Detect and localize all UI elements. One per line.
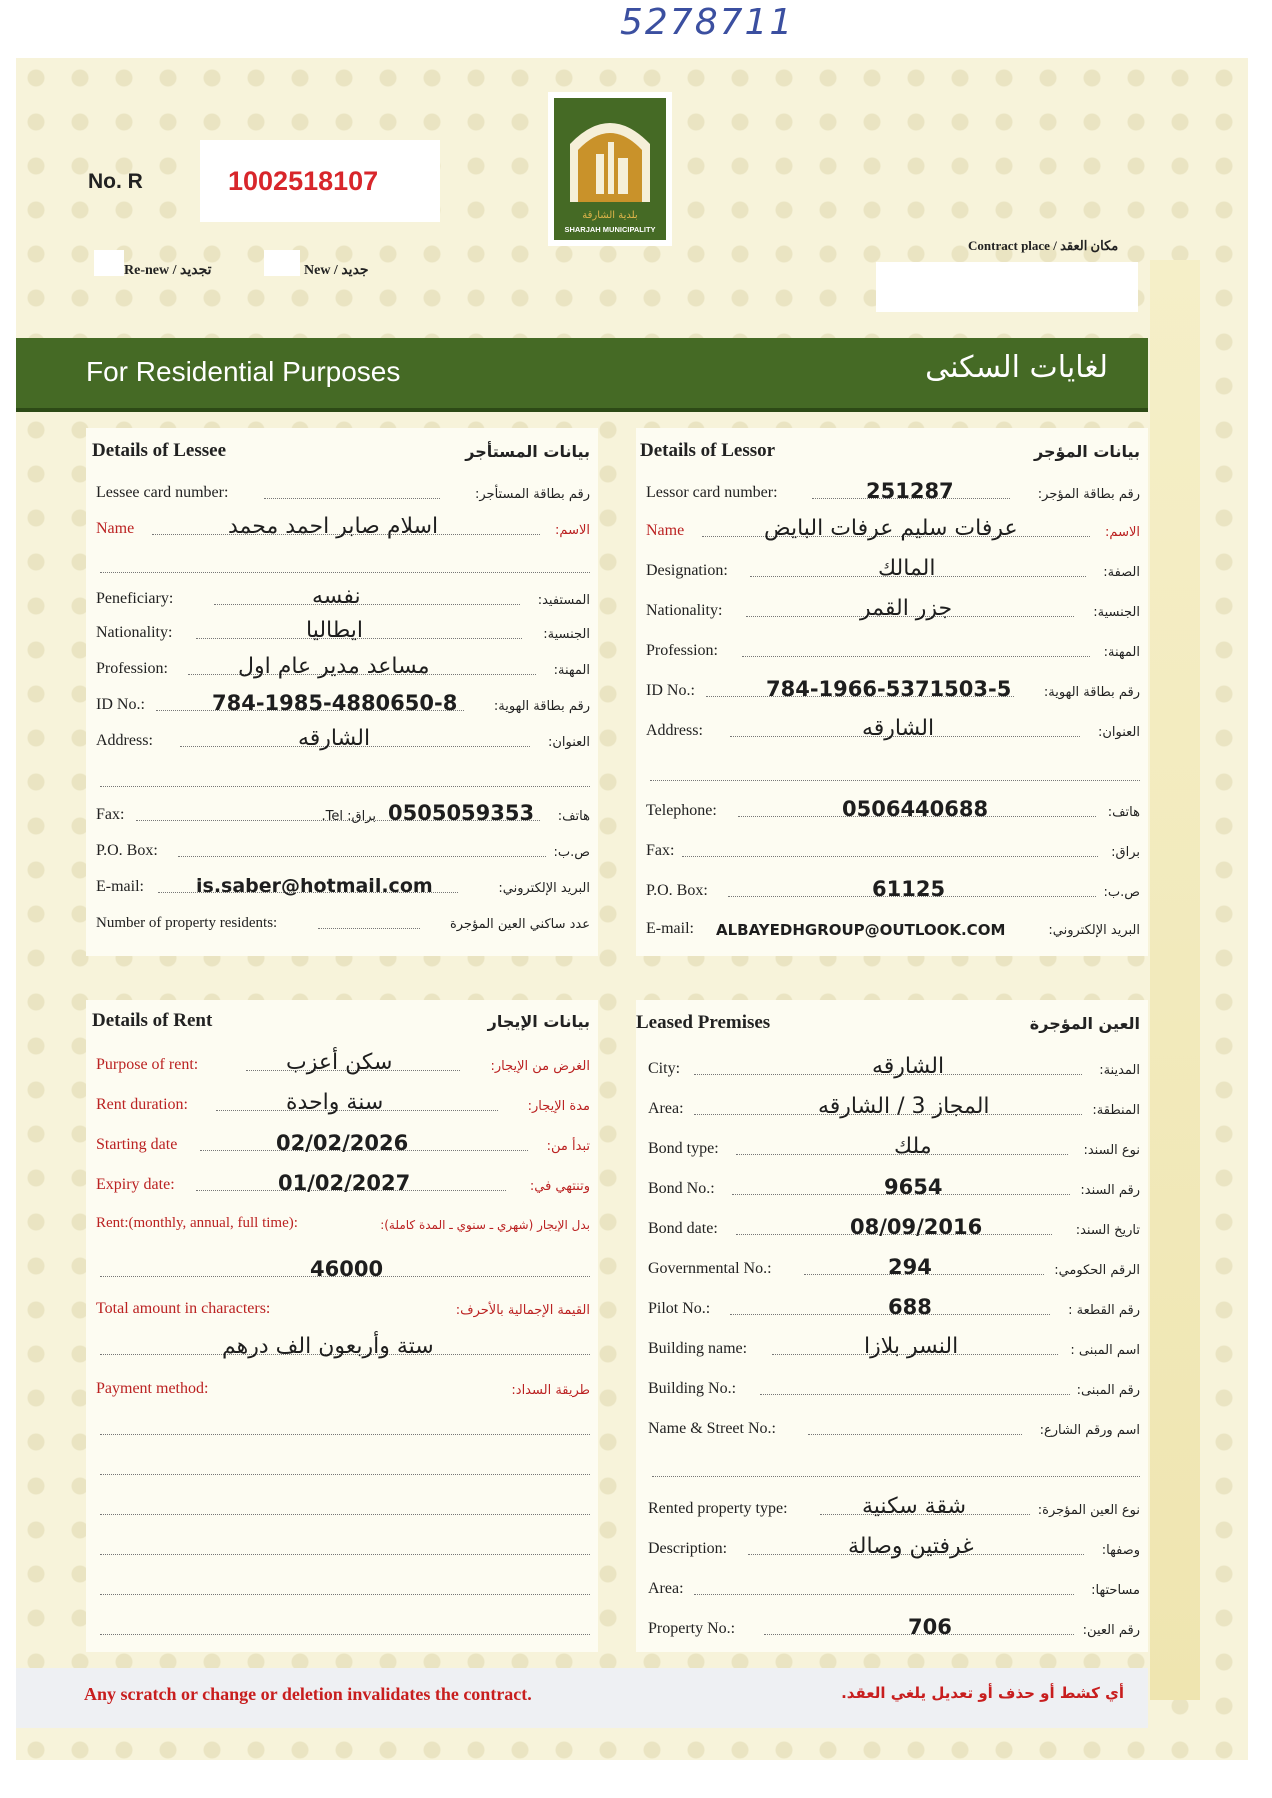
field-label-en: Purpose of rent: <box>96 1056 199 1073</box>
field-label-ar: هاتف: <box>557 809 590 824</box>
field-label-en: Area: <box>648 1100 684 1117</box>
lessee-tel-label: براق: Tel. <box>321 809 376 824</box>
field-label-en: P.O. Box: <box>96 842 158 859</box>
field-label-en: Description: <box>648 1540 728 1557</box>
contract-number-value: 1002518107 <box>228 166 379 196</box>
premises-pilot-no-row[interactable] <box>648 1294 1140 1322</box>
lessee-pobox-row[interactable] <box>96 836 590 864</box>
rent-duration-row[interactable] <box>96 1090 590 1118</box>
lessee-card-number-row[interactable] <box>96 478 590 506</box>
field-label-ar: اسم ورقم الشارع: <box>1039 1423 1140 1438</box>
field-label-ar: الجنسية: <box>543 627 590 642</box>
field-label-en: Rent duration: <box>96 1096 188 1113</box>
field-label-ar: الغرض من الإيجار: <box>490 1059 590 1074</box>
field-label-en: Peneficiary: <box>96 590 174 607</box>
field-label-ar: رقم بطاقة المستأجر: <box>475 487 590 502</box>
field-label-en: Starting date <box>96 1136 178 1153</box>
field-label-ar: نوع السند: <box>1083 1143 1140 1158</box>
rent-title-en: Details of Rent <box>92 1010 213 1031</box>
premises-building-name-row[interactable] <box>648 1334 1140 1362</box>
field-label-en: ID No.: <box>96 696 145 713</box>
dotted-line <box>100 1554 590 1555</box>
field-label-ar: عدد ساكني العين المؤجرة <box>449 917 590 932</box>
lessor-profession-row[interactable] <box>646 636 1140 664</box>
lessee-beneficiary-value: نفسه <box>312 584 361 609</box>
lessor-email-row[interactable] <box>646 914 1140 942</box>
lessor-email-value: ALBAYEDHGROUP@OUTLOOK.COM <box>716 921 1006 939</box>
field-label-ar: براق: <box>1111 845 1140 860</box>
dotted-line <box>100 1594 590 1595</box>
lessor-fax-row[interactable] <box>646 836 1140 864</box>
warning-text-ar: أي كشط أو حذف أو تعديل يلغي العقد. <box>841 1684 1124 1702</box>
field-label-en: Payment method: <box>96 1380 209 1397</box>
field-label-ar: الاسم: <box>1105 525 1140 540</box>
dotted-line <box>100 572 590 573</box>
field-label-ar: الاسم: <box>555 523 590 538</box>
field-label-ar: المهنة: <box>553 663 590 678</box>
premises-bond-type-row[interactable] <box>648 1134 1140 1162</box>
premises-area-row[interactable] <box>648 1094 1140 1122</box>
logo-english-text: SHARJAH MUNICIPALITY <box>564 225 656 234</box>
rent-title-ar: بيانات الإيجار <box>487 1012 590 1031</box>
field-label-ar: رقم العين: <box>1082 1623 1140 1638</box>
lessee-title-ar: بيانات المستأجر <box>465 442 590 461</box>
field-label-en: Total amount in characters: <box>96 1300 271 1317</box>
field-label-en: Telephone: <box>646 802 717 819</box>
lessee-address-row[interactable] <box>96 726 590 754</box>
lessor-pobox-row[interactable] <box>646 876 1140 904</box>
lessor-designation-value: المالك <box>878 556 936 581</box>
rent-payment-row[interactable] <box>96 1374 590 1402</box>
rent-start-row[interactable] <box>96 1130 590 1158</box>
banner-english-title: For Residential Purposes <box>86 356 401 387</box>
field-label-en: E-mail: <box>646 920 694 937</box>
rent-amount-value: 46000 <box>310 1257 384 1281</box>
field-label-ar: القيمة الإجمالية بالأحرف: <box>455 1303 590 1318</box>
lessor-title-en: Details of Lessor <box>640 440 776 461</box>
field-label-ar: طريقة السداد: <box>511 1383 590 1398</box>
field-label-en: Fax: <box>96 806 125 823</box>
sharjah-municipality-logo <box>548 92 672 246</box>
field-label-ar: نوع العين المؤجرة: <box>1037 1503 1140 1518</box>
premises-city-row[interactable] <box>648 1054 1140 1082</box>
premises-building-no-row[interactable] <box>648 1374 1140 1402</box>
field-label-ar: هاتف: <box>1107 805 1140 820</box>
field-label-ar: وصفها: <box>1101 1543 1140 1558</box>
lessor-nationality-row[interactable] <box>646 596 1140 624</box>
premises-property-no-value: 706 <box>908 1615 952 1639</box>
lessee-id-value: 784-1985-4880650-8 <box>212 691 458 715</box>
field-label-en: Nationality: <box>646 602 723 619</box>
lessor-id-row[interactable] <box>646 676 1140 704</box>
lessor-title-ar: بيانات المؤجر <box>1034 442 1140 461</box>
field-label-ar: رقم السند: <box>1080 1183 1140 1198</box>
field-label-en: Name <box>646 522 685 539</box>
field-label-en: Fax: <box>646 842 675 859</box>
field-label-ar: الرقم الحكومي: <box>1054 1263 1140 1278</box>
field-label-ar: المستفيد: <box>537 593 590 608</box>
dotted-line <box>100 1434 590 1435</box>
field-label-ar: البريد الإلكتروني: <box>1048 923 1140 938</box>
premises-building-name-value: النسر بلازا <box>864 1334 959 1359</box>
field-label-ar: المدينة: <box>1099 1063 1140 1078</box>
field-label-en: Bond type: <box>648 1140 719 1157</box>
field-label-ar: المنطقة: <box>1092 1103 1140 1118</box>
field-label-ar: مدة الإيجار: <box>527 1099 590 1114</box>
premises-bond-date-value: 08/09/2016 <box>850 1215 983 1239</box>
lessee-nationality-row[interactable] <box>96 618 590 646</box>
field-label-en: ID No.: <box>646 682 695 699</box>
field-label-en: Nationality: <box>96 624 173 641</box>
field-label-ar: رقم بطاقة المؤجر: <box>1037 487 1140 502</box>
field-label-en: City: <box>648 1060 681 1077</box>
field-label-en: E-mail: <box>96 878 144 895</box>
field-label-ar: العنوان: <box>1097 725 1140 740</box>
lessee-fax-row[interactable] <box>96 800 590 828</box>
premises-city-value: الشارقه <box>872 1054 945 1079</box>
rent-purpose-row[interactable] <box>96 1050 590 1078</box>
lessor-name-row[interactable] <box>646 516 1140 544</box>
field-label-en: Number of property residents: <box>96 915 278 931</box>
premises-bond-date-row[interactable] <box>648 1214 1140 1242</box>
banner-arabic-title: لغايات السكنى <box>925 350 1108 385</box>
residential-purposes-banner <box>16 338 1148 412</box>
lessor-card-number-value: 251287 <box>866 479 954 503</box>
premises-street-row[interactable] <box>648 1414 1140 1442</box>
field-label-ar: الجنسية: <box>1093 605 1140 620</box>
decorative-side-band <box>1150 260 1200 1700</box>
field-label-en: Bond date: <box>648 1220 718 1237</box>
lessee-name-row[interactable] <box>96 514 590 542</box>
field-label-ar: البريد الإلكتروني: <box>498 881 590 896</box>
lessee-residents-row[interactable] <box>96 908 590 936</box>
field-label-ar: ص.ب: <box>1103 885 1140 900</box>
field-label-en: Name & Street No.: <box>648 1420 776 1437</box>
premises-description-row[interactable] <box>648 1534 1140 1562</box>
lessee-id-row[interactable] <box>96 690 590 718</box>
premises-property-no-row[interactable] <box>648 1614 1140 1642</box>
field-label-en: Area: <box>648 1580 684 1597</box>
rent-amount-row[interactable] <box>96 1256 590 1284</box>
rent-expiry-value: 01/02/2027 <box>278 1171 411 1195</box>
lessee-tel-value: 0505059353 <box>388 801 535 825</box>
rent-duration-value: سنة واحدة <box>286 1090 384 1115</box>
field-label-en: Expiry date: <box>96 1176 175 1193</box>
lessor-name-value: عرفات سليم عرفات البايض <box>764 516 1018 541</box>
premises-property-type-value: شقة سكنية <box>862 1494 967 1519</box>
lessor-card-number-row[interactable] <box>646 478 1140 506</box>
lessee-nationality-value: ايطاليا <box>306 618 364 643</box>
renew-checkbox[interactable] <box>94 250 124 276</box>
field-label-ar: رقم بطاقة الهوية: <box>1043 685 1140 700</box>
lessor-id-value: 784-1966-5371503-5 <box>766 677 1012 701</box>
lessee-title-en: Details of Lessee <box>92 440 227 461</box>
field-label-en: Name <box>96 520 135 537</box>
lessee-beneficiary-row[interactable] <box>96 584 590 612</box>
field-label-en: Lessee card number: <box>96 484 229 501</box>
dotted-line <box>100 786 590 787</box>
field-label-en: Profession: <box>646 642 718 659</box>
lessor-nationality-value: جزر القمر <box>860 596 953 621</box>
lessee-profession-row[interactable] <box>96 654 590 682</box>
lessor-telephone-value: 0506440688 <box>842 797 989 821</box>
field-label-en: Pilot No.: <box>648 1300 711 1317</box>
field-label-ar: الصفة: <box>1103 565 1140 580</box>
handwritten-reference-number: 5278711 <box>620 2 795 43</box>
premises-pilot-no-value: 688 <box>888 1295 932 1319</box>
premises-area-value: المجاز 3 / الشارقه <box>818 1094 990 1119</box>
lessee-email-value: is.saber@hotmail.com <box>196 875 433 897</box>
lessee-name-value: اسلام صابر احمد محمد <box>228 514 439 539</box>
contract-place-box[interactable] <box>876 262 1138 312</box>
new-label: New / جديد <box>304 263 369 278</box>
premises-area-size-row[interactable] <box>648 1574 1140 1602</box>
premises-bond-no-row[interactable] <box>648 1174 1140 1202</box>
rent-total-chars-value-row[interactable] <box>96 1334 590 1362</box>
rent-type-row[interactable] <box>96 1208 590 1236</box>
logo-arabic-text: بلدية الشارقة <box>582 210 638 221</box>
field-label-en: Bond No.: <box>648 1180 715 1197</box>
lessee-email-row[interactable] <box>96 872 590 900</box>
field-label-ar: اسم المبنى : <box>1070 1343 1140 1358</box>
rent-total-chars-row[interactable] <box>96 1294 590 1322</box>
premises-title-ar: العين المؤجرة <box>1029 1014 1140 1033</box>
contract-number-label: No. R <box>88 170 143 193</box>
lessor-designation-row[interactable] <box>646 556 1140 584</box>
dotted-line <box>650 780 1140 781</box>
field-label-en: Address: <box>96 732 153 749</box>
field-label-ar: المهنة: <box>1103 645 1140 660</box>
premises-gov-no-value: 294 <box>888 1255 932 1279</box>
field-label-en: Rent:(monthly, annual, full time): <box>96 1215 298 1231</box>
premises-property-type-row[interactable] <box>648 1494 1140 1522</box>
lessor-telephone-row[interactable] <box>646 796 1140 824</box>
dotted-line <box>652 1476 1140 1477</box>
field-label-ar: رقم بطاقة الهوية: <box>493 699 590 714</box>
new-checkbox[interactable] <box>264 250 300 276</box>
contract-place-label: Contract place / مكان العقد <box>968 238 1119 253</box>
rent-expiry-row[interactable] <box>96 1170 590 1198</box>
lessor-pobox-value: 61125 <box>872 877 946 901</box>
field-label-en: Address: <box>646 722 703 739</box>
rent-start-value: 02/02/2026 <box>276 1131 409 1155</box>
field-label-en: Designation: <box>646 562 728 579</box>
field-label-ar: ص.ب: <box>553 845 590 860</box>
field-label-ar: مساحتها: <box>1091 1583 1140 1598</box>
warning-text-en: Any scratch or change or deletion invalidates the contract. <box>84 1684 532 1704</box>
warning-footer <box>16 1668 1148 1728</box>
field-label-en: Profession: <box>96 660 168 677</box>
field-label-ar: العنوان: <box>547 735 590 750</box>
field-label-ar: وتنتهي في: <box>529 1179 590 1194</box>
lessee-profession-value: مساعد مدير عام اول <box>238 654 430 679</box>
lessee-address-value: الشارقه <box>298 726 371 751</box>
premises-gov-no-row[interactable] <box>648 1254 1140 1282</box>
field-label-en: Property No.: <box>648 1620 736 1637</box>
renew-label: Re-new / تجديد <box>124 263 212 278</box>
premises-bond-no-value: 9654 <box>884 1175 943 1199</box>
field-label-en: P.O. Box: <box>646 882 708 899</box>
lessor-address-value: الشارقه <box>862 716 935 741</box>
dotted-line <box>100 1474 590 1475</box>
rent-purpose-value: سكن أعزب <box>286 1050 393 1075</box>
dotted-line <box>100 1634 590 1635</box>
field-label-ar: بدل الإيجار (شهري ـ سنوي ـ المدة كاملة): <box>380 1218 590 1232</box>
premises-description-value: غرفتين وصالة <box>848 1534 974 1559</box>
premises-title-en: Leased Premises <box>636 1012 771 1033</box>
field-label-en: Building name: <box>648 1340 748 1357</box>
dotted-line <box>100 1514 590 1515</box>
field-label-en: Rented property type: <box>648 1500 788 1517</box>
field-label-ar: تاريخ السند: <box>1075 1223 1140 1238</box>
field-label-en: Governmental No.: <box>648 1260 772 1277</box>
field-label-ar: رقم القطعة : <box>1068 1303 1140 1318</box>
field-label-en: Lessor card number: <box>646 484 778 501</box>
rent-total-chars-value: ستة وأربعون الف درهم <box>222 1334 434 1359</box>
field-label-ar: تبدأ من: <box>546 1139 590 1154</box>
premises-bond-type-value: ملك <box>894 1134 932 1159</box>
field-label-en: Building No.: <box>648 1380 737 1397</box>
field-label-ar: رقم المبنى: <box>1076 1383 1140 1398</box>
lessor-address-row[interactable] <box>646 716 1140 744</box>
